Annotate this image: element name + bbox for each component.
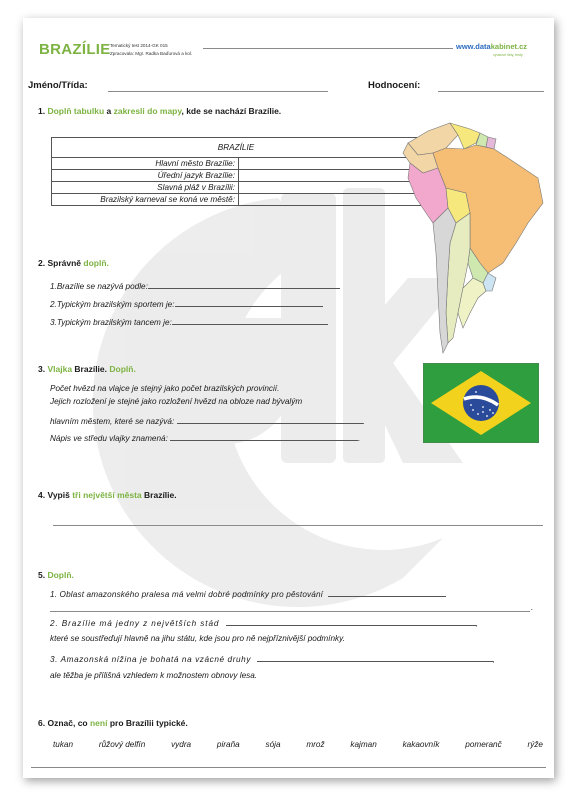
worksheet-page [23,18,554,778]
answer-line[interactable] [328,588,446,597]
word-option[interactable]: piraňa [216,740,240,749]
table-row-label: Brazilský karneval se koná ve městě: [52,194,239,206]
task2-line-1: 1.Brazílie se nazývá podle: [50,280,340,291]
task5-heading: 5. Doplň. [38,570,74,580]
task3-heading: 3. Vlajka Brazílie. Doplň. [38,364,136,374]
word-option[interactable]: vydra [171,740,192,749]
task3-text-1: Počet hvězd na vlajce je stejný jako počet brazilských provincií. [50,384,280,393]
answer-line[interactable] [148,280,340,289]
task5-sentence-2: 2. Brazílie má jedny z největších stád , [50,619,479,628]
task5-sentence-1-end: . [531,603,534,612]
task3-line-4: Nápis ve středu vlajky znamená: . [50,434,361,443]
answer-line[interactable] [172,316,328,325]
site-url[interactable]: www.datakabinet.cz [456,42,527,51]
brazil-flag [423,363,539,443]
answer-line[interactable] [257,653,493,662]
footer-rule [31,767,546,768]
header-rule [203,48,453,49]
task6-word-list [53,740,543,749]
task6-heading: 6. Označ, co není pro Brazílii typické. [38,718,188,728]
task2-line-3: 3.Typickým brazilským tancem je: [50,316,328,327]
task4-heading: 4. Vypiš tři největší města Brazílie. [38,490,177,500]
word-option[interactable]: rýže [527,740,543,749]
name-class-label: Jméno/Třída: [28,80,88,91]
task4-answer-line[interactable] [53,525,543,526]
task5-answer-line-1b[interactable] [50,611,530,612]
answer-line[interactable] [170,432,358,441]
task2-heading: 2. Správně doplň. [38,258,109,268]
word-option[interactable]: růžový delfín [98,740,146,749]
word-option[interactable]: sója [265,740,281,749]
author-line: Zpracovala: Mgr. Radka Baďurová a kol. [110,51,193,56]
word-option[interactable]: tukan [53,740,74,749]
site-tagline: výukové listy, testy [493,53,523,57]
worksheet-title: BRAZÍLIE [39,41,111,58]
south-america-map[interactable] [388,113,548,363]
table-row-label: Úřední jazyk Brazílie: [52,170,239,182]
task3-text-2: Jejich rozložení je stejné jako rozložení hvězd na obloze nad bývalým [50,397,303,406]
task2-line-2: 2.Typickým brazilským sportem je: [50,298,323,309]
task3-line-3: hlavním městem, které se nazývá: . [50,417,365,426]
task5-sentence-2b: které se soustřeďují hlavně na jihu státu, kde jsou pro ně nejpříznivější podmínky. [50,634,345,643]
table-row-label: Slavná pláž v Brazílii: [52,182,239,194]
name-field-line[interactable] [108,91,328,92]
task5-sentence-3: 3. Amazonská nížina je bohatá na vzácné druhy , [50,655,496,664]
word-option[interactable]: kakaovník [402,740,440,749]
test-code: Tematický test 2014-GK 015 [110,43,168,48]
word-option[interactable]: kajman [350,740,377,749]
grade-field-line[interactable] [438,91,544,92]
word-option[interactable]: pomeranč [465,740,502,749]
task1-heading: 1. Doplň tabulku a zakresli do mapy, kde se nachází Brazílie. [38,106,282,116]
table-title: BRAZÍLIE [52,138,421,158]
task5-sentence-3b: ale těžba je přílišná vzhledem k možnostem obnovy lesa. [50,671,258,680]
answer-line[interactable] [226,617,476,626]
answer-line[interactable] [175,298,323,307]
table-row-label: Hlavní město Brazílie: [52,158,239,170]
answer-line[interactable] [177,415,363,424]
grade-label: Hodnocení: [368,80,421,91]
word-option[interactable]: mrož [306,740,325,749]
brazil-info-table [51,137,421,206]
task5-sentence-1: 1. Oblast amazonského pralesa má velmi dobré podmínky pro pěstování [50,588,446,599]
